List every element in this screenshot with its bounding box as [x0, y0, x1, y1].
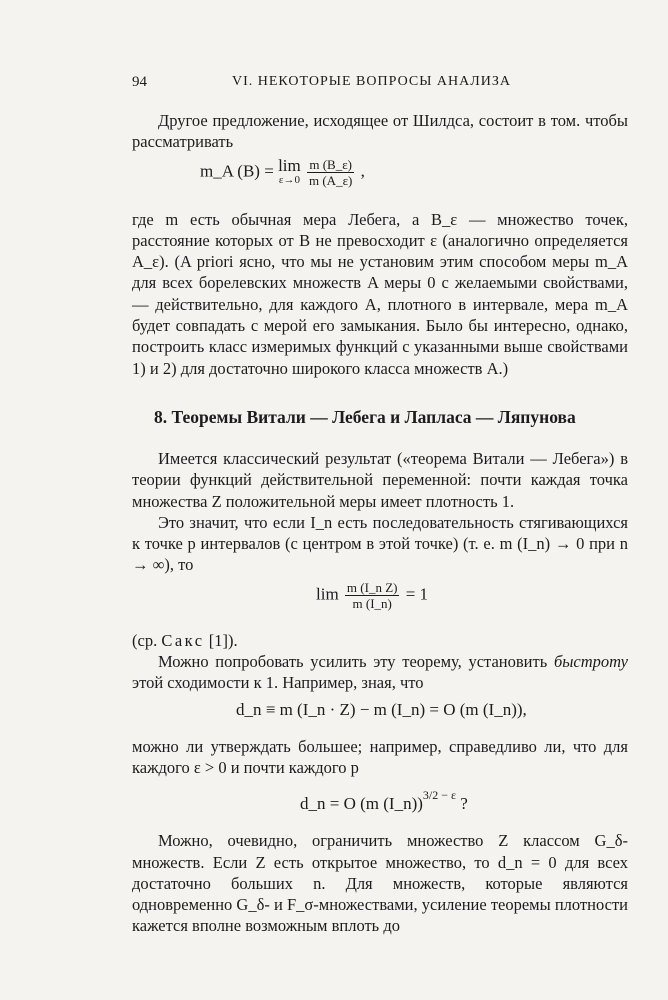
fraction-denominator: m (I_n)	[352, 595, 392, 611]
formula-d-n-exponent-base: d_n = O (m (I_n))	[300, 794, 423, 814]
reference-prefix: (ср.	[132, 630, 162, 650]
formula-d-n-exponent	[132, 778, 628, 830]
paragraph-vitali-lebesgue: Имеется классический результат («теорема Витали — Лебега») в теории функций действительной переменной: почти каждая точка множества Z положительной меры имеет плотность 1.	[132, 448, 628, 511]
page	[132, 72, 628, 937]
paragraph-speed	[132, 651, 628, 694]
lim-label: lim	[278, 156, 301, 176]
fraction-denominator: m (A_ε)	[308, 172, 353, 188]
running-header	[132, 72, 628, 94]
formula-d-n-text: d_n ≡ m (I_n · Z) − m (I_n) = O (m (I_n)),	[236, 699, 527, 719]
paragraph-g-delta: Можно, очевидно, ограничить множество Z классом G_δ-множеств. Если Z есть открытое множество, то d_n = 0 для всех достаточно больших n. Для множеств, которые являются одновременно G_δ- и F_σ-множествами, усиление теоремы плотности кажется вполне возможным вплоть до	[132, 831, 628, 936]
paragraph-speed-after: этой сходимости к 1. Например, зная, что	[132, 673, 424, 693]
formula-exponent: 3/2 − ε	[422, 788, 457, 803]
formula-d-n-exponent-tail: ?	[456, 794, 468, 814]
formula-density-fraction	[345, 580, 400, 611]
formula-d-n	[132, 694, 628, 736]
formula-m-a-lhs: m_A (B) =	[200, 161, 274, 180]
intro-paragraph: Другое предложение, исходящее от Шилдса, состоит в том. чтобы рассматривать	[132, 111, 628, 152]
section-title: 8. Теоремы Витали — Лебега и Лапласа — Ляпунова	[154, 406, 576, 427]
emphasis-speed: быстроту	[553, 652, 628, 672]
reference-suffix: [1]).	[204, 630, 238, 650]
formula-density-limit	[132, 576, 628, 630]
formula-m-a	[132, 153, 628, 209]
lim-label: lim	[316, 584, 339, 604]
formula-density-rhs: = 1	[405, 584, 429, 604]
formula-m-a-fraction	[307, 157, 354, 188]
paragraph-lebesgue-measure: где m есть обычная мера Лебега, а B_ε — множество точек, расстояние которых от B не превосходит ε (аналогично определяется A_ε). (A priori ясно, что мы не установим этим способом меры m_A для всех борелевских множеств A меры 0 с желаемыми свойствами, — действительно, для каждого A, плотного в интервале, мера m_A будет совпадать с мерой его замыкания. Было бы интересно, однако, построить класс измеримых функций с указанными выше свойствами 1) и 2) для достаточно широкого класса множеств A.)	[132, 209, 628, 378]
paragraph-intervals: Это значит, что если I_n есть последовательность стягивающихся к точке p интервалов (с центром в этой точке) (т. е. m (I_n) → 0 при n → ∞), то	[132, 512, 628, 575]
fraction-numerator: m (B_ε)	[307, 157, 354, 173]
lim-subscript: ε→0	[278, 174, 300, 187]
paragraph-speed-before: Можно попробовать усилить эту теорему, установить	[158, 652, 554, 672]
fraction-numerator: m (I_n Z)	[346, 579, 398, 595]
formula-m-a-limit	[278, 158, 301, 186]
reference-saks	[132, 630, 628, 651]
page-number: 94	[132, 74, 147, 90]
running-title: VI. НЕКОТОРЫЕ ВОПРОСЫ АНАЛИЗА	[232, 74, 511, 89]
formula-m-a-tail: ,	[360, 161, 365, 180]
paragraph-question: можно ли утверждать большее; например, справедливо ли, что для каждого ε > 0 и почти каждого p	[132, 736, 628, 777]
reference-author: Сакс	[161, 630, 205, 650]
